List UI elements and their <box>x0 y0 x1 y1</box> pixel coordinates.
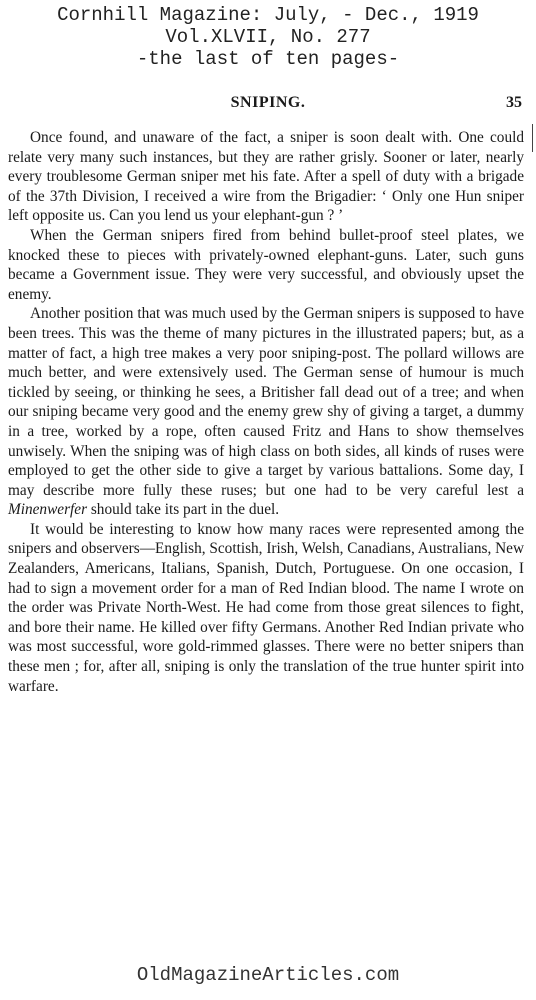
site-footer: OldMagazineArticles.com <box>136 964 400 986</box>
paragraph <box>8 304 524 520</box>
source-line-note: -the last of ten pages- <box>136 48 400 70</box>
article-body <box>8 128 524 696</box>
page-number: 35 <box>506 94 522 111</box>
paragraph: When the German snipers fired from behind bullet-proof steel plates, we knocked these to pieces with privately-owned elephant-guns. Later, such guns became a Government issue. They were very successful, and obviously upset the enemy. <box>8 226 524 303</box>
source-header <box>0 4 536 70</box>
margin-mark <box>532 124 533 152</box>
paragraph-text: Another position that was much used by the German snipers is supposed to have been trees. This was the theme of many pictures in the illustrated papers; but, as a matter of fact, a high tree makes a very poor sniping-post. The pollard willows are much better, and were extensively used. The German sense of humour is much tickled by seeing, or thinking he sees, a Britisher fall dead out of a tree; and when our sniping became very good and the enemy grew shy of giving a target, a dummy in a tree, worked by a rope, often caused Fritz and Hans to show themselves unwisely. When the sniping was of high class on both sides, all kinds of ruses were employed to get the other side to give a target by various battalions. Some day, I may describe more fully these ruses; but one had to be very careful lest a <box>8 305 524 499</box>
article-title: SNIPING. <box>230 94 306 111</box>
source-line-magazine: Cornhill Magazine: July, - Dec., 1919 <box>57 4 479 26</box>
italic-term: Minenwerfer <box>8 501 88 519</box>
paragraph: It would be interesting to know how many races were represented among the snipers and observers—English, Scottish, Irish, Welsh, Canadians, Australians, New Zealanders, Americans, Italians, Spanish, Dutch, Portuguese. On one occasion, I had to sign a movement order for a man of Red Indian blood. The name I wrote on the order was Private North-West. He had come from those great silences to fight, and bore their name. He killed over fifty Germans. Another Red Indian private who was most successful, wore gold-rimmed glasses. There were no better snipers than these men ; for, after all, sniping is only the translation of the true hunter spirit into warfare. <box>8 520 524 695</box>
paragraph-text-end: should take its part in the duel. <box>90 501 280 519</box>
running-head <box>0 94 536 114</box>
source-line-volume: Vol.XLVII, No. 277 <box>165 26 371 48</box>
paragraph: Once found, and unaware of the fact, a sniper is soon dealt with. One could relate very many such instances, but they are rather grisly. Sooner or later, nearly every troublesome German sniper met his fate. After a spell of duty with a brigade of the 37th Division, I received a wire from the Brigadier: ‘ Only one Hun sniper left opposite us. Can you lend us your elephant-gun ? ’ <box>8 129 524 225</box>
